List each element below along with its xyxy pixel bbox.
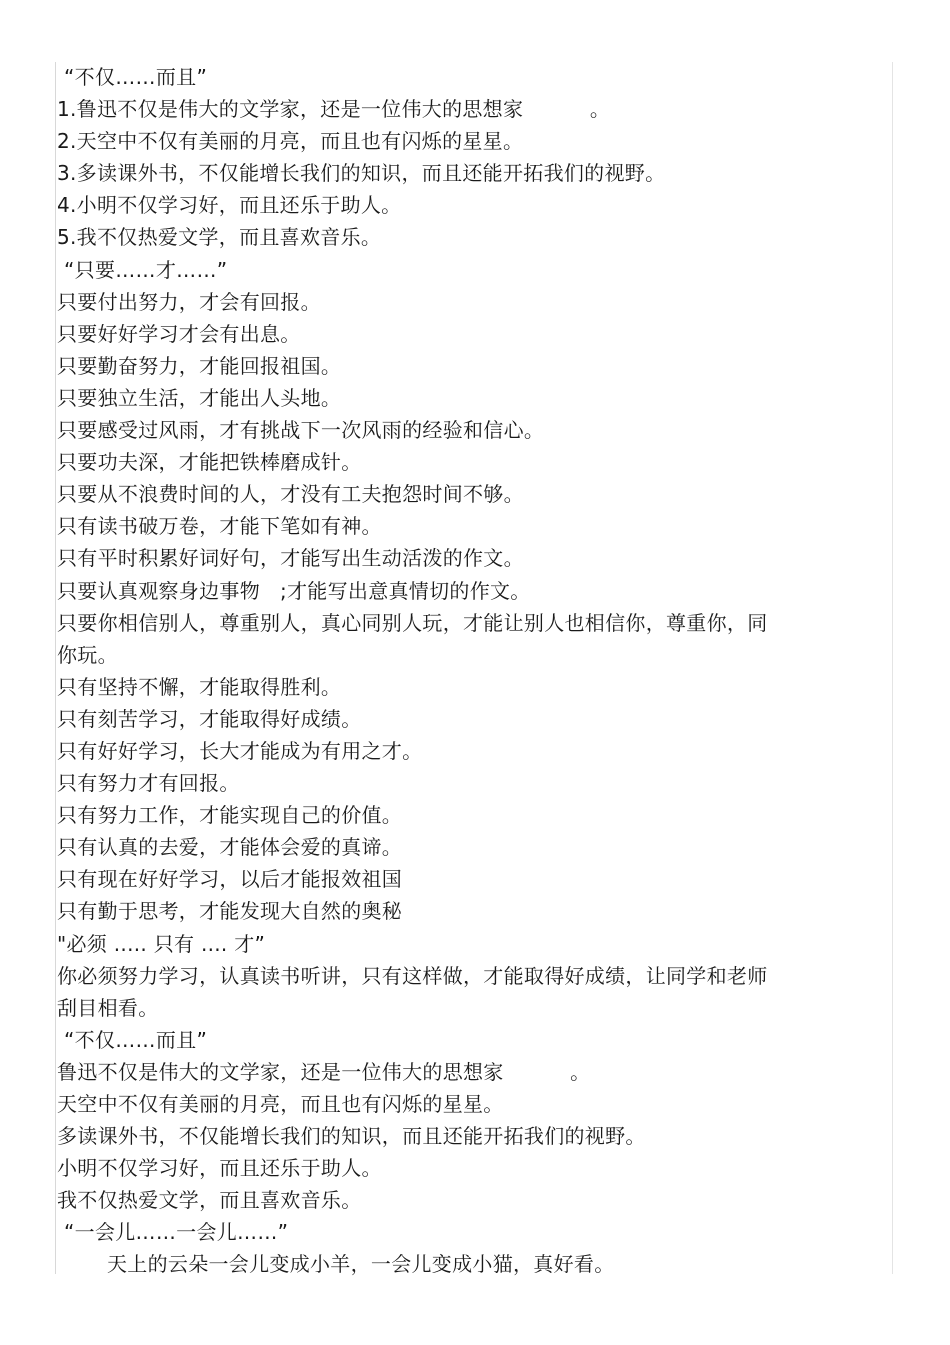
text-line: 只要好好学习才会有出息。: [57, 321, 301, 346]
text-line: 只有认真的去爱，才能体会爱的真谛。: [57, 835, 403, 860]
text-line: 只要从不浪费时间的人，才没有工夫抱怨时间不够。: [57, 482, 524, 507]
text-line: 只有平时积累好词好句，才能写出生动活泼的作文。: [57, 546, 524, 571]
text-line: 只有努力才有回报。: [57, 771, 240, 796]
text-line: 只要独立生活，才能出人头地。: [57, 385, 342, 410]
text-line: 只有好好学习，长大才能成为有用之才。: [57, 738, 423, 763]
page-right-border: [892, 62, 893, 1274]
indented-text-line: 天上的云朵一会儿变成小羊，一会儿变成小猫，真好看。: [107, 1252, 615, 1277]
page-left-border: [55, 62, 56, 1274]
text-line: 只要感受过风雨，才有挑战下一次风雨的经验和信心。: [57, 418, 545, 443]
text-line: 只要功夫深，才能把铁棒磨成针。: [57, 450, 362, 475]
text-line: 你玩。: [57, 642, 118, 667]
document-body: [57, 61, 847, 1281]
text-line: 你必须努力学习，认真读书听讲，只有这样做，才能取得好成绩，让同学和老师: [57, 963, 768, 988]
text-line: 只要付出努力，才会有回报。: [57, 289, 321, 314]
text-line: "必须 ..... 只有 .... 才”: [57, 931, 266, 956]
text-line: 鲁迅不仅是伟大的文学家，还是一位伟大的思想家 。: [57, 1059, 591, 1084]
text-line: 只要你相信别人，尊重别人，真心同别人玩，才能让别人也相信你，尊重你，同: [57, 610, 768, 635]
text-line: 只有坚持不懈，才能取得胜利。: [57, 674, 342, 699]
text-line: 小明不仅学习好，而且还乐于助人。: [57, 1156, 382, 1181]
text-line: 5.我不仅热爱文学，而且喜欢音乐。: [57, 225, 382, 250]
section-heading: “一会儿……一会儿……”: [64, 1220, 289, 1245]
section-heading: “不仅……而且”: [64, 65, 208, 89]
text-line: 只有读书破万卷，才能下笔如有神。: [57, 514, 382, 539]
text-line: 只有勤于思考，才能发现大自然的奥秘: [57, 899, 403, 924]
text-line: 只有努力工作，才能实现自己的价值。: [57, 803, 403, 828]
text-line: 只有刻苦学习，才能取得好成绩。: [57, 706, 362, 731]
text-line: 4.小明不仅学习好，而且还乐于助人。: [57, 193, 402, 218]
text-line: 1.鲁迅不仅是伟大的文学家，还是一位伟大的思想家 。: [57, 97, 611, 122]
text-line: 天空中不仅有美丽的月亮，而且也有闪烁的星星。: [57, 1092, 504, 1116]
section-heading: “不仅……而且”: [64, 1027, 208, 1052]
text-line: 刮目相看。: [57, 995, 159, 1020]
text-line: 我不仅热爱文学，而且喜欢音乐。: [57, 1188, 362, 1213]
text-line: 只有现在好好学习，以后才能报效祖国: [57, 867, 403, 892]
text-line: 2.天空中不仅有美丽的月亮，而且也有闪烁的星星。: [57, 129, 524, 154]
text-line: 只要勤奋努力，才能回报祖国。: [57, 353, 342, 378]
text-line: 只要认真观察身边事物 ;才能写出意真情切的作文。: [57, 578, 531, 603]
text-line: 3.多读课外书，不仅能增长我们的知识，而且还能开拓我们的视野。: [57, 161, 666, 186]
text-line: 多读课外书，不仅能增长我们的知识，而且还能开拓我们的视野。: [57, 1124, 646, 1149]
section-heading: “只要……才……”: [64, 257, 228, 282]
